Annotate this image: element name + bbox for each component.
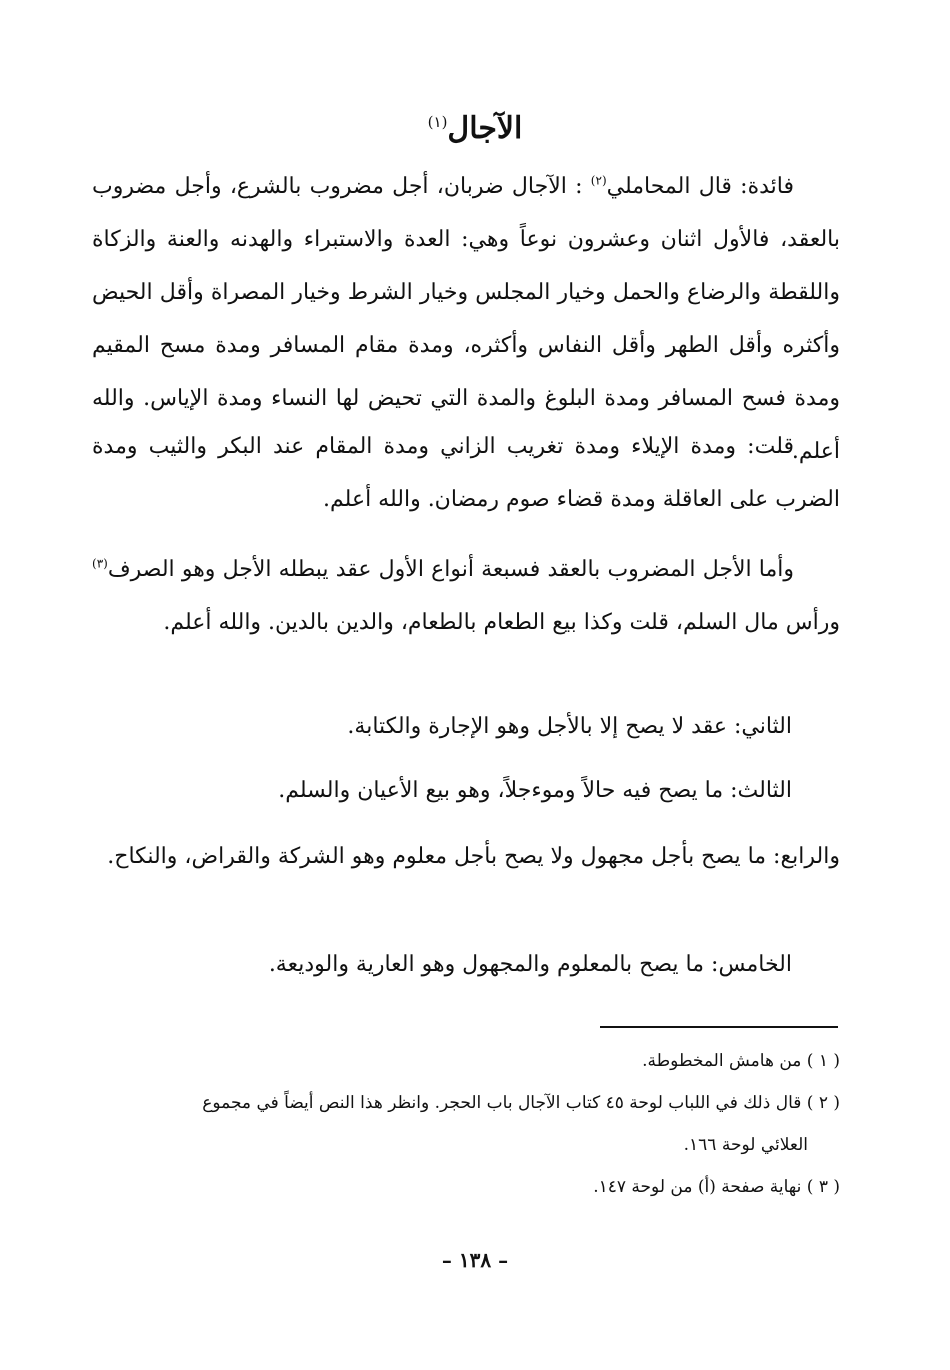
footnote-divider	[600, 1026, 838, 1028]
paragraph-ajal-start: وأما الأجل المضروب بالعقد فسبعة أنواع الأول عقد يبطله الأجل وهو الصرف	[107, 557, 794, 582]
page-title	[0, 98, 950, 153]
title-footnote-marker: (١)	[427, 113, 448, 131]
item-second: الثاني: عقد لا يصح إلا بالأجل وهو الإجارة والكتابة.	[347, 714, 792, 739]
footnote-1: ( ١ ) من هامش المخطوطة.	[642, 1051, 840, 1071]
paragraph-ajal-madrub	[92, 543, 840, 649]
paragraph-faida-rest: : الآجال ضربان، أجل مضروب بالشرع، وأجل مضروب بالعقد، فالأول اثنان وعشرون نوعاً وهي: العدة والاستبراء والهدنه والعنة والزكاة واللقطة والرضاع والحمل وخيار المجلس وخيار الشرط وخيار المصراة وأقل الحيض وأكثره وأقل الطهر وأقل النفاس وأكثره، ومدة مقام المسافر ومدة مسح المقيم ومدة فسح المسافر ومدة البلوغ والمدة التي تحيض لها النساء ومدة الإياس. والله أعلم.	[92, 174, 840, 464]
footnotes	[92, 1040, 840, 1208]
footnote-2-line-2: العلائي لوحة ١٦٦.	[683, 1135, 808, 1155]
title-text: الآجال	[447, 111, 523, 146]
footnote-2-line-1: ( ٢ ) قال ذلك في اللباب لوحة ٤٥ كتاب الآجال باب الحجر. وانظر هذا النص أيضاً في مجموع	[202, 1093, 840, 1113]
paragraph-ajal-rest: ورأس مال السلم، قلت وكذا بيع الطعام بالطعام، والدين بالدين. والله أعلم.	[163, 610, 840, 635]
item-third: الثالث: ما يصح فيه حالاً وموءجلاً، وهو بيع الأعيان والسلم.	[278, 778, 792, 803]
paragraph-faida-start: فائدة: قال المحاملي	[606, 174, 794, 199]
footnote-2	[92, 1082, 840, 1166]
item-fifth: الخامس: ما يصح بالمعلوم والمجهول وهو العارية والوديعة.	[268, 952, 792, 977]
footnote-3: ( ٣ ) نهاية صفحة (أ) من لوحة ١٤٧.	[593, 1177, 840, 1197]
paragraph-qultu: قلت: ومدة الإيلاء ومدة تغريب الزاني ومدة المقام عند البكر والثيب ومدة الضرب على العاقلة ومدة قضاء صوم رمضان. والله أعلم.	[92, 434, 840, 512]
footnote-marker-2: (٢)	[590, 173, 607, 188]
footnote-marker-3: (٣)	[92, 556, 108, 571]
page-number: – ١٣٨ –	[441, 1248, 509, 1272]
item-fourth: والرابع: ما يصح بأجل مجهول ولا يصح بأجل معلوم وهو الشركة والقراض، والنكاح.	[107, 844, 840, 869]
